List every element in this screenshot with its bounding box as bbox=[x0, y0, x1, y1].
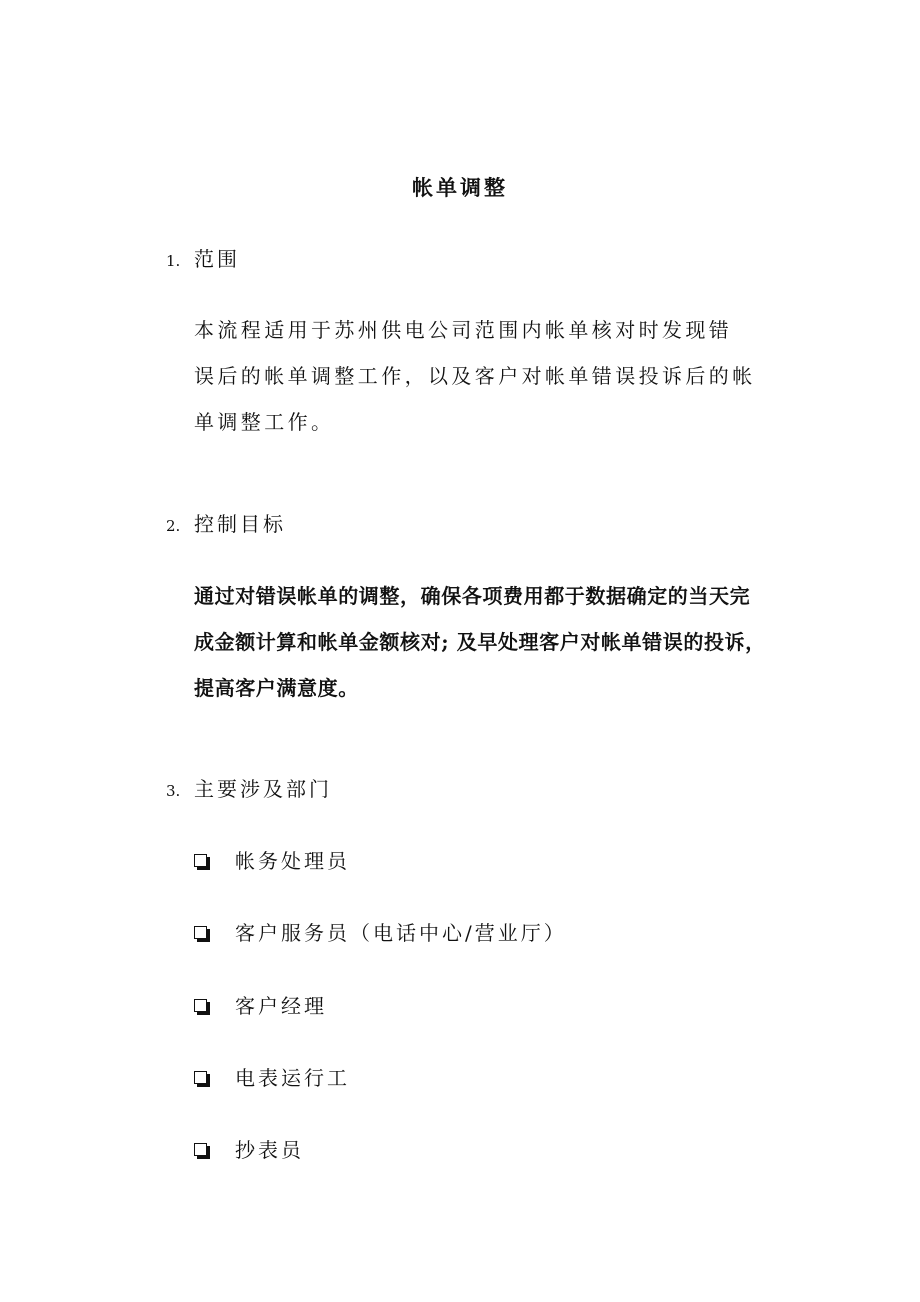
paragraph-line: 成金额计算和帐单金额核对; 及早处理客户对帐单错误的投诉， bbox=[194, 630, 766, 654]
department-label: 客户经理 bbox=[235, 994, 327, 1018]
section-heading-scope bbox=[166, 244, 240, 276]
section-heading-departments bbox=[166, 774, 332, 806]
checkbox-bullet-icon bbox=[194, 854, 207, 867]
section-number: 3. bbox=[166, 782, 181, 800]
department-label: 电表运行工 bbox=[235, 1066, 350, 1090]
paragraph-line: 本流程适用于苏州供电公司范围内帐单核对时发现错 bbox=[194, 318, 733, 342]
section-title: 控制目标 bbox=[194, 512, 286, 536]
paragraph-line: 提高客户满意度。 bbox=[194, 676, 359, 700]
section-heading-control-objective bbox=[166, 509, 286, 541]
department-item bbox=[194, 918, 567, 948]
department-label: 客户服务员（电话中心/营业厅） bbox=[235, 921, 567, 945]
paragraph-line: 通过对错误帐单的调整，确保各项费用都于数据确定的当天完 bbox=[194, 584, 751, 608]
checkbox-bullet-icon bbox=[194, 999, 207, 1012]
scope-paragraph bbox=[194, 307, 794, 445]
paragraph-line: 误后的帐单调整工作，以及客户对帐单错误投诉后的帐 bbox=[194, 364, 756, 388]
department-label: 帐务处理员 bbox=[235, 849, 350, 873]
section-number: 1. bbox=[166, 252, 181, 270]
section-number: 2. bbox=[166, 517, 181, 535]
page-title: 帐单调整 bbox=[412, 175, 508, 200]
section-title: 主要涉及部门 bbox=[194, 777, 332, 801]
department-item bbox=[194, 1135, 304, 1165]
department-item bbox=[194, 846, 350, 876]
department-label: 抄表员 bbox=[235, 1138, 304, 1162]
checkbox-bullet-icon bbox=[194, 1143, 207, 1156]
checkbox-bullet-icon bbox=[194, 1071, 207, 1084]
checkbox-bullet-icon bbox=[194, 926, 207, 939]
department-item bbox=[194, 991, 327, 1021]
control-objective-paragraph bbox=[194, 573, 794, 711]
paragraph-line: 单调整工作。 bbox=[194, 410, 335, 434]
section-title: 范围 bbox=[194, 247, 240, 271]
department-item bbox=[194, 1063, 350, 1093]
